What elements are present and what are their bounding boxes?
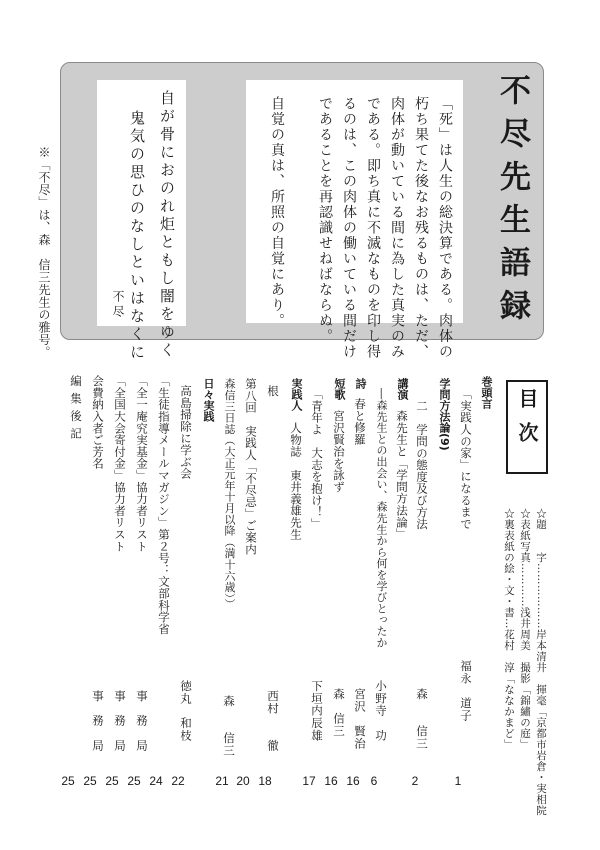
poem-line: 自が骨におのれ炬ともし闇をゆく xyxy=(158,90,176,360)
toc-page-number: 2 xyxy=(411,774,419,788)
section-label: 講演 xyxy=(396,378,409,400)
toc-page-number: 24 xyxy=(149,774,163,788)
toc-entry-author: 森 信三 xyxy=(415,688,429,750)
toc-header xyxy=(506,380,548,474)
toc-page-number: 16 xyxy=(324,774,338,788)
toc-page-number: 17 xyxy=(302,774,316,788)
toc-page-number: 22 xyxy=(171,774,185,788)
toc-entry-author: 徳丸 和枝 xyxy=(179,680,193,742)
essay-line: 自覚の真は、所照の自覚にあり。 xyxy=(269,96,285,329)
toc-entry-title[interactable]: 会費納入者ご芳名 xyxy=(91,375,105,470)
toc-page-number: 16 xyxy=(346,774,360,788)
toc-page-number: 1 xyxy=(454,774,462,788)
toc-entry-title[interactable]: 「青年よ 大志を抱け！」 xyxy=(310,388,324,530)
section-label: 実践人 xyxy=(290,378,303,411)
toc-page-number: 25 xyxy=(61,774,75,788)
toc-entry-title[interactable]: 編集後記 xyxy=(69,375,83,445)
toc-entry-author: 小野寺 功 xyxy=(374,680,388,742)
toc-entry-title[interactable]: 二 学問の態度及び方法 xyxy=(415,400,429,530)
toc-entry-title[interactable]: 「全国大会寄付金」協力者リスト xyxy=(113,375,127,552)
section-label: 日々実践 xyxy=(202,378,215,422)
poem-line: 鬼気の思ひのなしといはなくに xyxy=(128,110,146,362)
toc-page-number: 21 xyxy=(215,774,229,788)
page-title: 不尽先生語録 xyxy=(494,74,530,332)
toc-entry-title[interactable]: 宮沢賢治を詠ず xyxy=(332,410,346,493)
section-label: 巻頭言 xyxy=(480,376,493,409)
section-label: 学問方法論(9) xyxy=(438,378,451,451)
toc-page-number: 20 xyxy=(236,774,250,788)
toc-entry-author: 宮沢 賢治 xyxy=(353,688,367,750)
toc-entry-title[interactable]: 「全一庵究実基金」協力者リスト xyxy=(135,375,149,552)
toc-entry-author: 事 務 局 xyxy=(91,690,105,752)
toc-entry-author: 下垣内辰雄 xyxy=(310,680,324,742)
toc-entry-author: 事 務 局 xyxy=(135,690,149,752)
toc-entry-author: 事 務 局 xyxy=(113,690,127,752)
section-label: 短歌 xyxy=(333,378,346,400)
essay-line: である。即ち真に不滅なものを印し得 xyxy=(365,96,381,360)
toc-entry-title[interactable]: 根 xyxy=(266,385,280,397)
toc-entry-author: 福永 道子 xyxy=(459,660,473,722)
toc-page-number: 18 xyxy=(258,774,272,788)
cover-credit: ☆表紙写真…………浅井周美 撮影「錦繡の庭」 xyxy=(519,508,531,750)
poem-author: 不尽 xyxy=(111,290,125,320)
toc-entry-title[interactable]: 高島掃除に学ぶ会 xyxy=(179,385,193,480)
toc-entry-title[interactable]: 森信三日誌（大正元年十月以降（満十六歳）） xyxy=(223,378,236,610)
toc-entry-title[interactable]: 第八回 実践人「不尽忌」ご案内 xyxy=(244,378,258,555)
toc-title: 目次 xyxy=(515,388,539,456)
essay-line: 「死」は人生の総決算である。肉体の xyxy=(437,96,453,360)
toc-entry-title[interactable]: ―森先生との出会い、森先生から何を学びとったか xyxy=(375,388,388,648)
toc-page-number: 25 xyxy=(127,774,141,788)
essay-line: るのは、この肉体の働いている間だけ xyxy=(341,96,357,360)
pen-name-note: ※「不尽」は、森 信三先生の雅号。 xyxy=(37,146,51,359)
cover-credit: ☆裏表紙の絵・文・書…花村 淳「ななかまど」 xyxy=(503,508,515,750)
toc-page-number: 25 xyxy=(105,774,119,788)
toc-entry-author: 森 信三 xyxy=(222,695,236,757)
toc-entry-title[interactable]: 春と修羅 xyxy=(353,398,367,446)
essay-line: 朽ち果てた後なお残るものは、ただ、 xyxy=(413,96,429,360)
toc-entry-author: 森 信三 xyxy=(332,688,346,738)
essay-line: であることを再認識せねばならぬ。 xyxy=(317,96,333,344)
toc-entry-title[interactable]: 「生徒指導メールマガジン」第２号：文部科学省 xyxy=(157,375,171,635)
toc-entry-author: 西村 徹 xyxy=(266,690,280,752)
toc-page-number: 6 xyxy=(370,774,378,788)
toc-entry-title[interactable]: 人物誌 東井義雄先生 xyxy=(289,422,303,540)
cover-credit: ☆題 字………………岸本清井 揮毫「京都市岩倉・実相院 xyxy=(535,508,547,816)
toc-page-number: 25 xyxy=(83,774,97,788)
essay-line: 肉体が動いている間に為した真実のみ xyxy=(389,96,405,360)
toc-entry-title[interactable]: 「実践人の家」になるまで xyxy=(459,388,473,530)
toc-entry-title[interactable]: 森先生と「学問方法論」 xyxy=(395,410,409,540)
section-label: 詩 xyxy=(354,378,367,389)
